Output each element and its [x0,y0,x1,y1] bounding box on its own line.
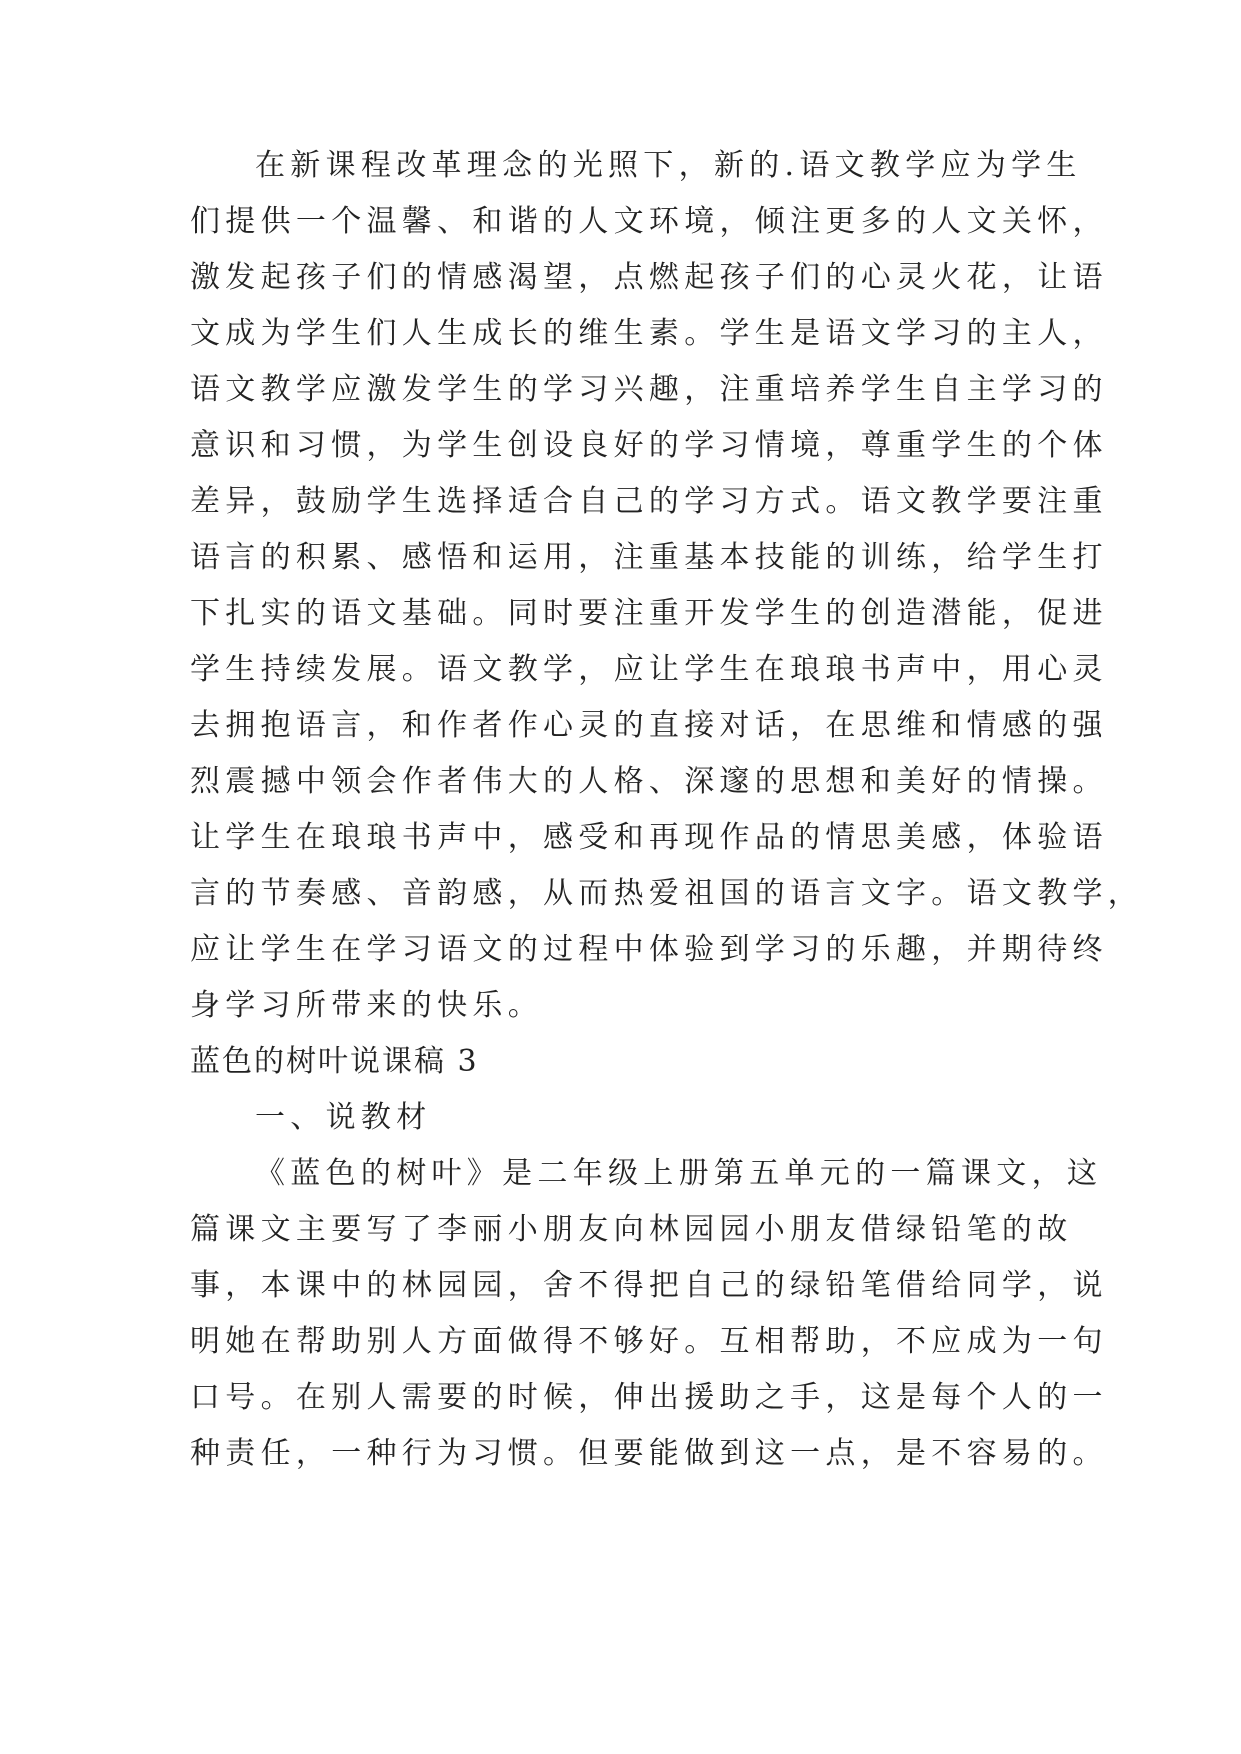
paragraph-1-line-11: 去拥抱语言，和作者作心灵的直接对话，在思维和情感的强 [190,708,1108,743]
paragraph-1-line-13: 让学生在琅琅书声中，感受和再现作品的情思美感，体验语 [190,820,1108,855]
paragraph-1-line-1: 在新课程改革理念的光照下，新的.语文教学应为学生 [255,148,1082,183]
paragraph-1-line-16: 身学习所带来的快乐。 [190,988,543,1023]
paragraph-2-line-5: 口号。在别人需要的时候，伸出援助之手，这是每个人的一 [190,1380,1108,1415]
paragraph-1-line-12: 烈震撼中领会作者伟大的人格、深邃的思想和美好的情操。 [190,764,1108,799]
paragraph-1-line-9: 下扎实的语文基础。同时要注重开发学生的创造潜能，促进 [190,596,1108,631]
paragraph-1-line-2: 们提供一个温馨、和谐的人文环境，倾注更多的人文关怀， [190,204,1108,239]
paragraph-1-line-3: 激发起孩子们的情感渴望，点燃起孩子们的心灵火花，让语 [190,260,1108,295]
paragraph-2-line-2: 篇课文主要写了李丽小朋友向林园园小朋友借绿铅笔的故 [190,1212,1073,1247]
paragraph-1-line-8: 语言的积累、感悟和运用，注重基本技能的训练，给学生打 [190,540,1108,575]
paragraph-1-line-5: 语文教学应激发学生的学习兴趣，注重培养学生自主学习的 [190,372,1108,407]
paragraph-1-line-10: 学生持续发展。语文教学，应让学生在琅琅书声中，用心灵 [190,652,1108,687]
subsection-title: 一、说教材 [255,1100,432,1135]
paragraph-2-line-3: 事，本课中的林园园，舍不得把自己的绿铅笔借给同学，说 [190,1268,1108,1303]
section-title: 蓝色的树叶说课稿 3 [190,1044,479,1079]
paragraph-1-line-4: 文成为学生们人生成长的维生素。学生是语文学习的主人， [190,316,1108,351]
paragraph-2-line-1: 《蓝色的树叶》是二年级上册第五单元的一篇课文，这 [255,1156,1103,1191]
paragraph-1-line-15: 应让学生在学习语文的过程中体验到学习的乐趣，并期待终 [190,932,1108,967]
paragraph-2-line-4: 明她在帮助别人方面做得不够好。互相帮助，不应成为一句 [190,1324,1108,1359]
paragraph-2-line-6: 种责任，一种行为习惯。但要能做到这一点，是不容易的。 [190,1436,1108,1471]
paragraph-1-line-7: 差异，鼓励学生选择适合自己的学习方式。语文教学要注重 [190,484,1108,519]
paragraph-1-line-14: 言的节奏感、音韵感，从而热爱祖国的语言文字。语文教学， [190,876,1144,911]
paragraph-1-line-6: 意识和习惯，为学生创设良好的学习情境，尊重学生的个体 [190,428,1108,463]
